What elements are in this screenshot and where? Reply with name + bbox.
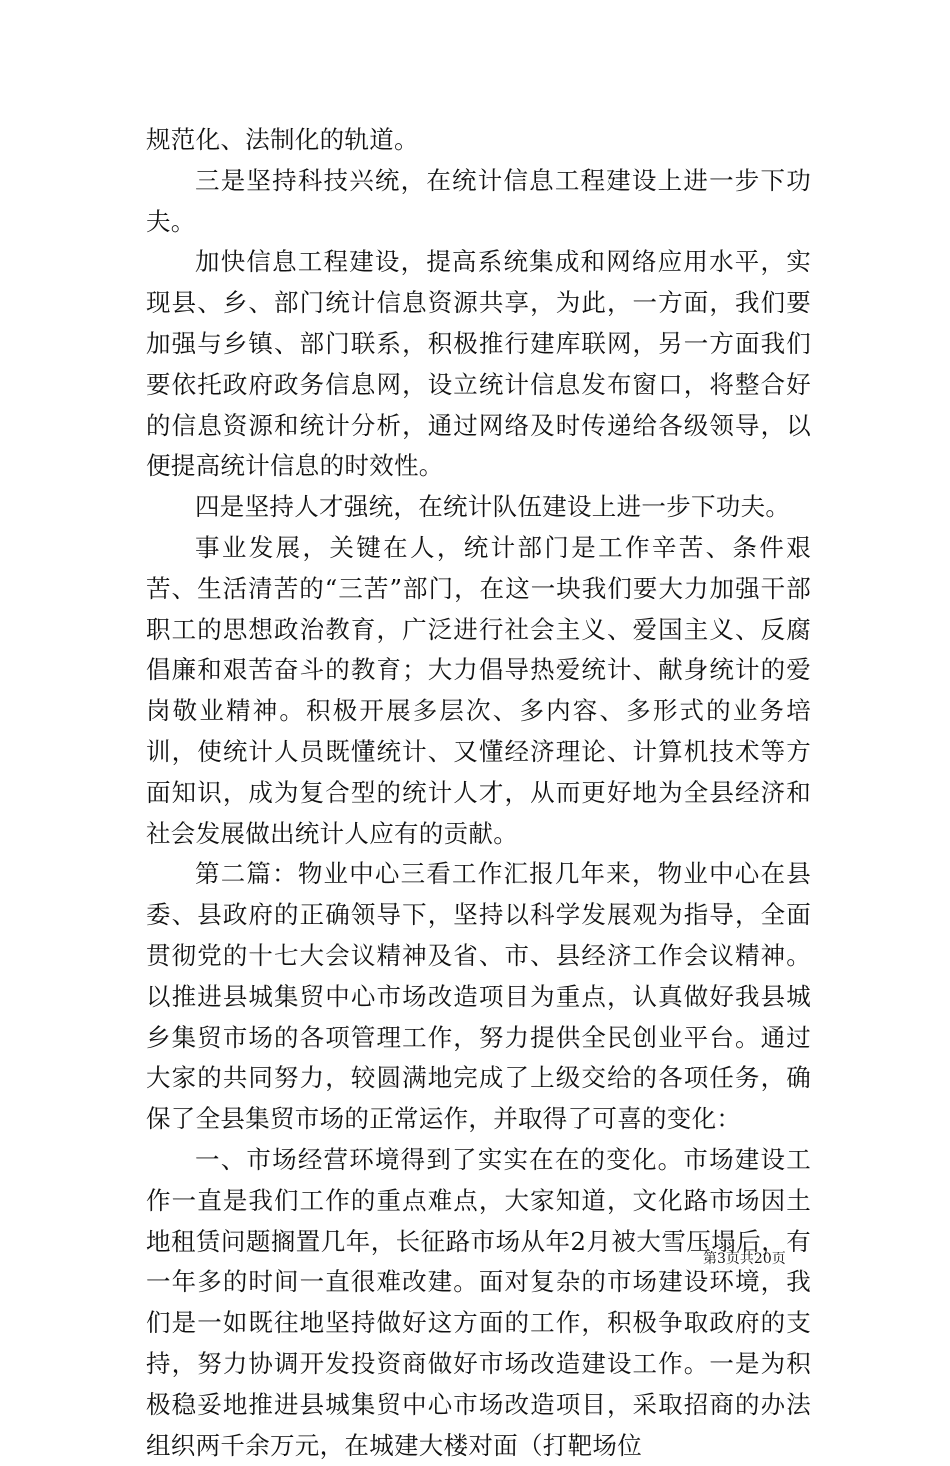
page-number: 第3页共20页 — [703, 1251, 786, 1267]
paragraph: 事业发展，关键在人，统计部门是工作辛苦、条件艰苦、生活清苦的“三苦”部门，在这一块我们要大力加强干部职工的思想政治教育，广泛进行社会主义、爱国主义、反腐倡廉和艰苦奋斗的教育；大力倡导热爱统计、献身统计的爱岗敬业精神。积极开展多层次、多内容、多形式的业务培训，使统计人员既懂统计、又懂经济理论、计算机技术等方面知识，成为复合型的统计人才，从而更好地为全县经济和社会发展做出统计人应有的贡献。 — [146, 532, 811, 848]
paragraph: 一、市场经营环境得到了实实在在的变化。市场建设工作一直是我们工作的重点难点，大家知道，文化路市场因土地租赁问题搁置几年，长征路市场从年2月被大雪压塌后，有一年多的时间一直很难改建。面对复杂的市场建设环境，我们是一如既往地坚持做好这方面的工作，积极争取政府的支持，努力协调开发投资商做好市场改造建设工作。一是为积极稳妥地推进县城集贸中心市场改造项目，采取招商的办法组织两千余万元，在城建大楼对面（打靶场位 — [146, 1144, 811, 1460]
paragraph: 加快信息工程建设，提高系统集成和网络应用水平，实现县、乡、部门统计信息资源共享，为此，一方面，我们要加强与乡镇、部门联系，积极推行建库联网，另一方面我们要依托政府政务信息网，设立统计信息发布窗口，将整合好的信息资源和统计分析，通过网络及时传递给各级领导，以便提高统计信息的时效性。 — [146, 247, 811, 481]
paragraph: 四是坚持人才强统，在统计队伍建设上进一步下功夫。 — [195, 492, 791, 522]
paragraph: 第二篇：物业中心三看工作汇报几年来，物业中心在县委、县政府的正确领导下，坚持以科学发展观为指导，全面贯彻党的十七大会议精神及省、市、县经济工作会议精神。以推进县城集贸中心市场改造项目为重点，认真做好我县城乡集贸市场的各项管理工作，努力提供全民创业平台。通过大家的共同努力，较圆满地完成了上级交给的各项任务，确保了全县集贸市场的正常运作，并取得了可喜的变化： — [146, 859, 811, 1134]
paragraph: 三是坚持科技兴统，在统计信息工程建设上进一步下功夫。 — [146, 165, 811, 236]
paragraph: 规范化、法制化的轨道。 — [146, 125, 419, 154]
